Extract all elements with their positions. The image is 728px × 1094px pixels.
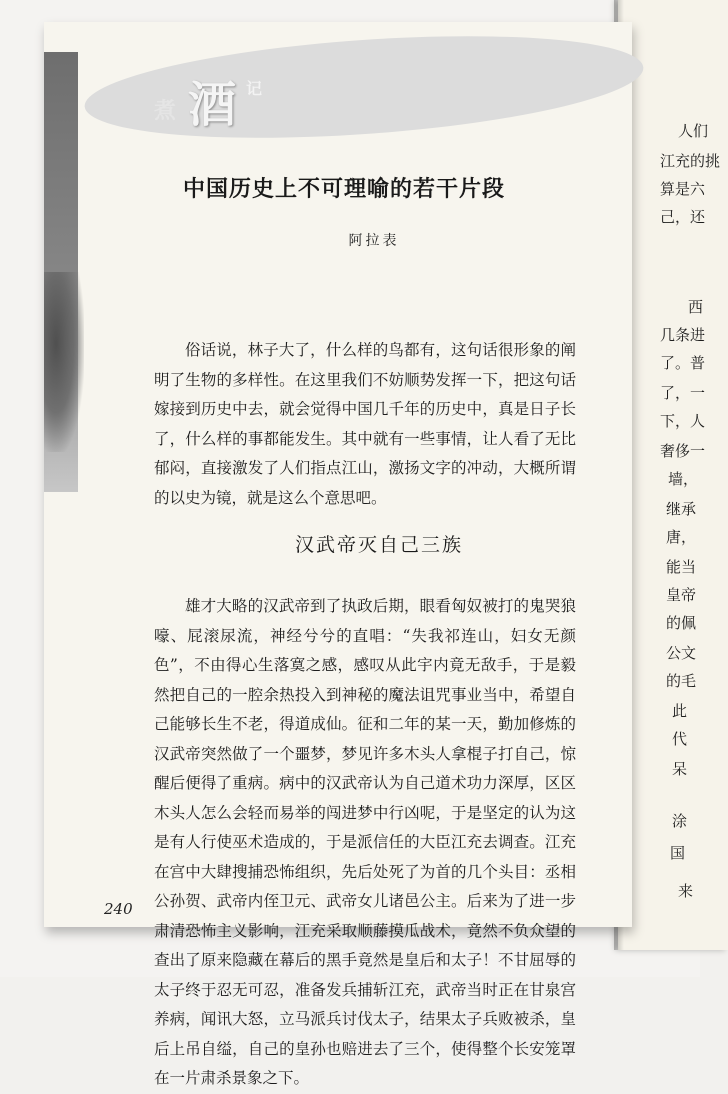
article-title: 中国历史上不可理喻的若干片段	[182, 177, 505, 202]
section-heading: 汉武帝灭自己三族	[294, 534, 463, 556]
right-page-line: 来	[678, 882, 694, 900]
column-logo-char-zhu: 煮	[154, 98, 179, 124]
left-page	[44, 22, 632, 1087]
right-page-line: 了，一	[660, 384, 706, 402]
right-page-line: 墙，	[668, 470, 699, 488]
right-page-line: 下，人	[660, 412, 706, 430]
right-page-line: 奢侈一	[660, 442, 706, 460]
right-page-line: 国	[670, 844, 686, 862]
page-number: 240	[104, 900, 133, 918]
right-page-line: 几条进	[660, 326, 706, 344]
column-logo	[154, 66, 354, 136]
right-page-line: 己，还	[660, 208, 706, 226]
right-page	[618, 0, 728, 950]
column-logo-char-ji: 记	[246, 79, 263, 98]
right-page-line: 了。普	[660, 354, 706, 372]
right-page-line: 人们	[678, 122, 709, 140]
right-page-line: 呆	[672, 760, 688, 778]
right-page-line: 此	[672, 702, 688, 720]
right-page-line: 的毛	[666, 672, 697, 690]
right-page-line: 西	[688, 298, 704, 316]
intro-paragraph: 俗话说，林子大了，什么样的鸟都有，这句话很形象的阐明了生物的多样性。在这里我们不妨顺势发挥一下，把这句话嫁接到历史中去，就会觉得中国几千年的历史中，真是日子长了，什么样的事都能发生。其中就有一些事情，让人看了无比郁闷，直接激发了人们指点江山，激扬文字的冲动，大概所谓的以史为镜，就是这么个意思吧。	[154, 341, 576, 507]
right-page-line: 继承	[666, 500, 697, 518]
right-page-line: 江充的挑	[660, 152, 721, 170]
column-logo-char-jiu: 酒	[188, 77, 237, 133]
right-page-line: 公文	[666, 644, 697, 662]
right-page-line: 代	[672, 730, 688, 748]
tree-silhouette-image	[44, 272, 84, 452]
right-page-line: 能当	[666, 558, 697, 576]
right-page-line: 皇帝	[666, 586, 697, 604]
body-paragraph: 雄才大略的汉武帝到了执政后期，眼看匈奴被打的鬼哭狼嚎、屁滚尿流，神经兮兮的直唱：“失我祁连山，妇女无颜色”，不由得心生落寞之感，感叹从此宇内竟无敌手，于是毅然把自己的一腔余热投入到神秘的魔法诅咒事业当中，希望自己能够长生不老，得道成仙。征和二年的某一天，勤加修炼的汉武帝突然做了一个噩梦，梦见许多木头人拿棍子打自己，惊醒后便得了重病。病中的汉武帝认为自己道术功力深厚，区区木头人怎么会轻而易举的闯进梦中行凶呢，于是坚定的认为这是有人行使巫术造成的，于是派信任的大臣江充去调查。江充在宫中大肆搜捕恐怖组织，先后处死了为首的几个头目：丞相公孙贺、武帝内侄卫元、武帝女儿诸邑公主。后来为了进一步肃清恐怖主义影响，江充采取顺藤摸瓜战术，竟然不负众望的查出了原来隐藏在幕后的黑手竟然是皇后和太子！不甘屈辱的太子终于忍无可忍，准备发兵捕斩江充，武帝当时正在甘泉宫养病，闻讯大怒，立马派兵讨伐太子，结果太子兵败被杀，皇后上吊自缢，自己的皇孙也赔进去了三个，使得整个长安笼罩在一片肃杀景象之下。	[154, 597, 576, 1087]
right-page-line: 涂	[672, 812, 688, 830]
article-author: 阿拉表	[348, 233, 400, 249]
right-page-line: 唐，	[666, 528, 697, 546]
right-page-line: 的佩	[666, 614, 697, 632]
right-page-line: 算是六	[660, 180, 706, 198]
